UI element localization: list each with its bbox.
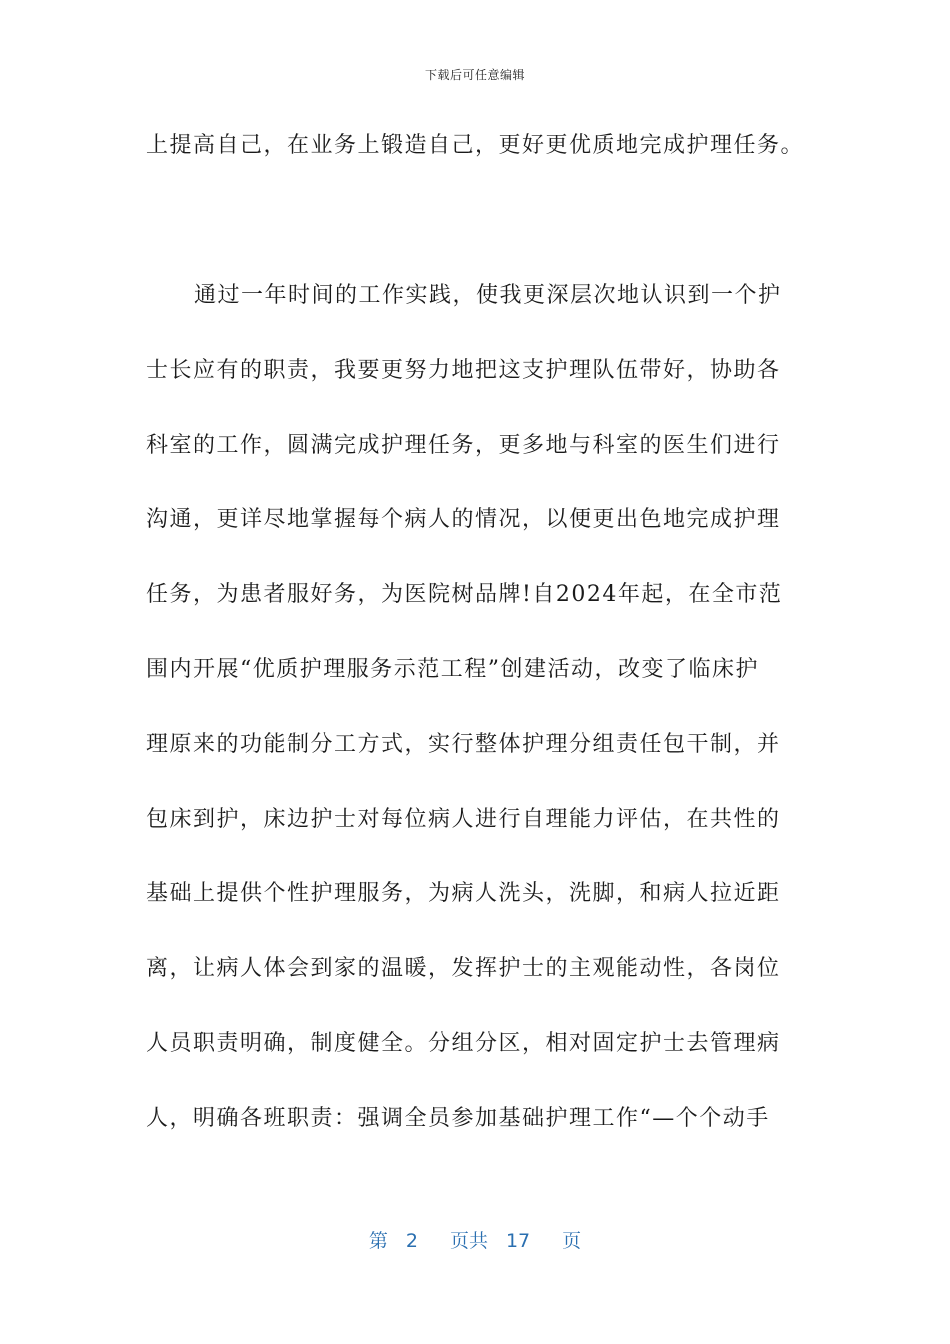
footer-total-pages: 17 — [505, 1230, 531, 1252]
footer-prefix: 第 — [368, 1230, 388, 1252]
footer-middle: 页共 — [449, 1230, 488, 1252]
paragraph-2-line-4: 沟通，更详尽地掌握每个病人的情况，以便更出色地完成护理 — [146, 507, 781, 532]
paragraph-1-line-1: 上提高自己，在业务上锻造自己，更好更优质地完成护理任务。 — [146, 133, 805, 158]
paragraph-2-line-3: 科室的工作，圆满完成护理任务，更多地与科室的医生们进行 — [146, 433, 781, 458]
paragraph-2-line-2: 士长应有的职责，我要更努力地把这支护理队伍带好，协助各 — [146, 358, 781, 383]
paragraph-2-line-1: 通过一年时间的工作实践，使我更深层次地认识到一个护 — [194, 283, 782, 308]
paragraph-2-line-6: 围内开展“优质护理服务示范工程”创建活动，改变了临床护 — [146, 657, 759, 682]
page-footer — [0, 1226, 950, 1253]
paragraph-2-line-11: 人员职责明确，制度健全。分组分区，相对固定护士去管理病 — [146, 1031, 781, 1056]
page-header: 下载后可任意编辑 — [424, 68, 525, 82]
paragraph-2-line-12: 人，明确各班职责：强调全员参加基础护理工作“—个个动手 — [146, 1106, 770, 1131]
footer-current-page: 2 — [405, 1230, 418, 1252]
footer-suffix: 页 — [562, 1230, 582, 1252]
paragraph-2-line-9: 基础上提供个性护理服务，为病人洗头，洗脚，和病人拉近距 — [146, 881, 781, 906]
paragraph-2-line-5: 任务，为患者服好务，为医院树品牌!自2024年起，在全市范 — [146, 582, 783, 607]
paragraph-2-line-10: 离，让病人体会到家的温暖，发挥护士的主观能动性，各岗位 — [146, 956, 781, 981]
paragraph-2-line-7: 理原来的功能制分工方式，实行整体护理分组责任包干制，并 — [146, 732, 781, 757]
paragraph-2-line-8: 包床到护，床边护士对每位病人进行自理能力评估，在共性的 — [146, 807, 781, 832]
